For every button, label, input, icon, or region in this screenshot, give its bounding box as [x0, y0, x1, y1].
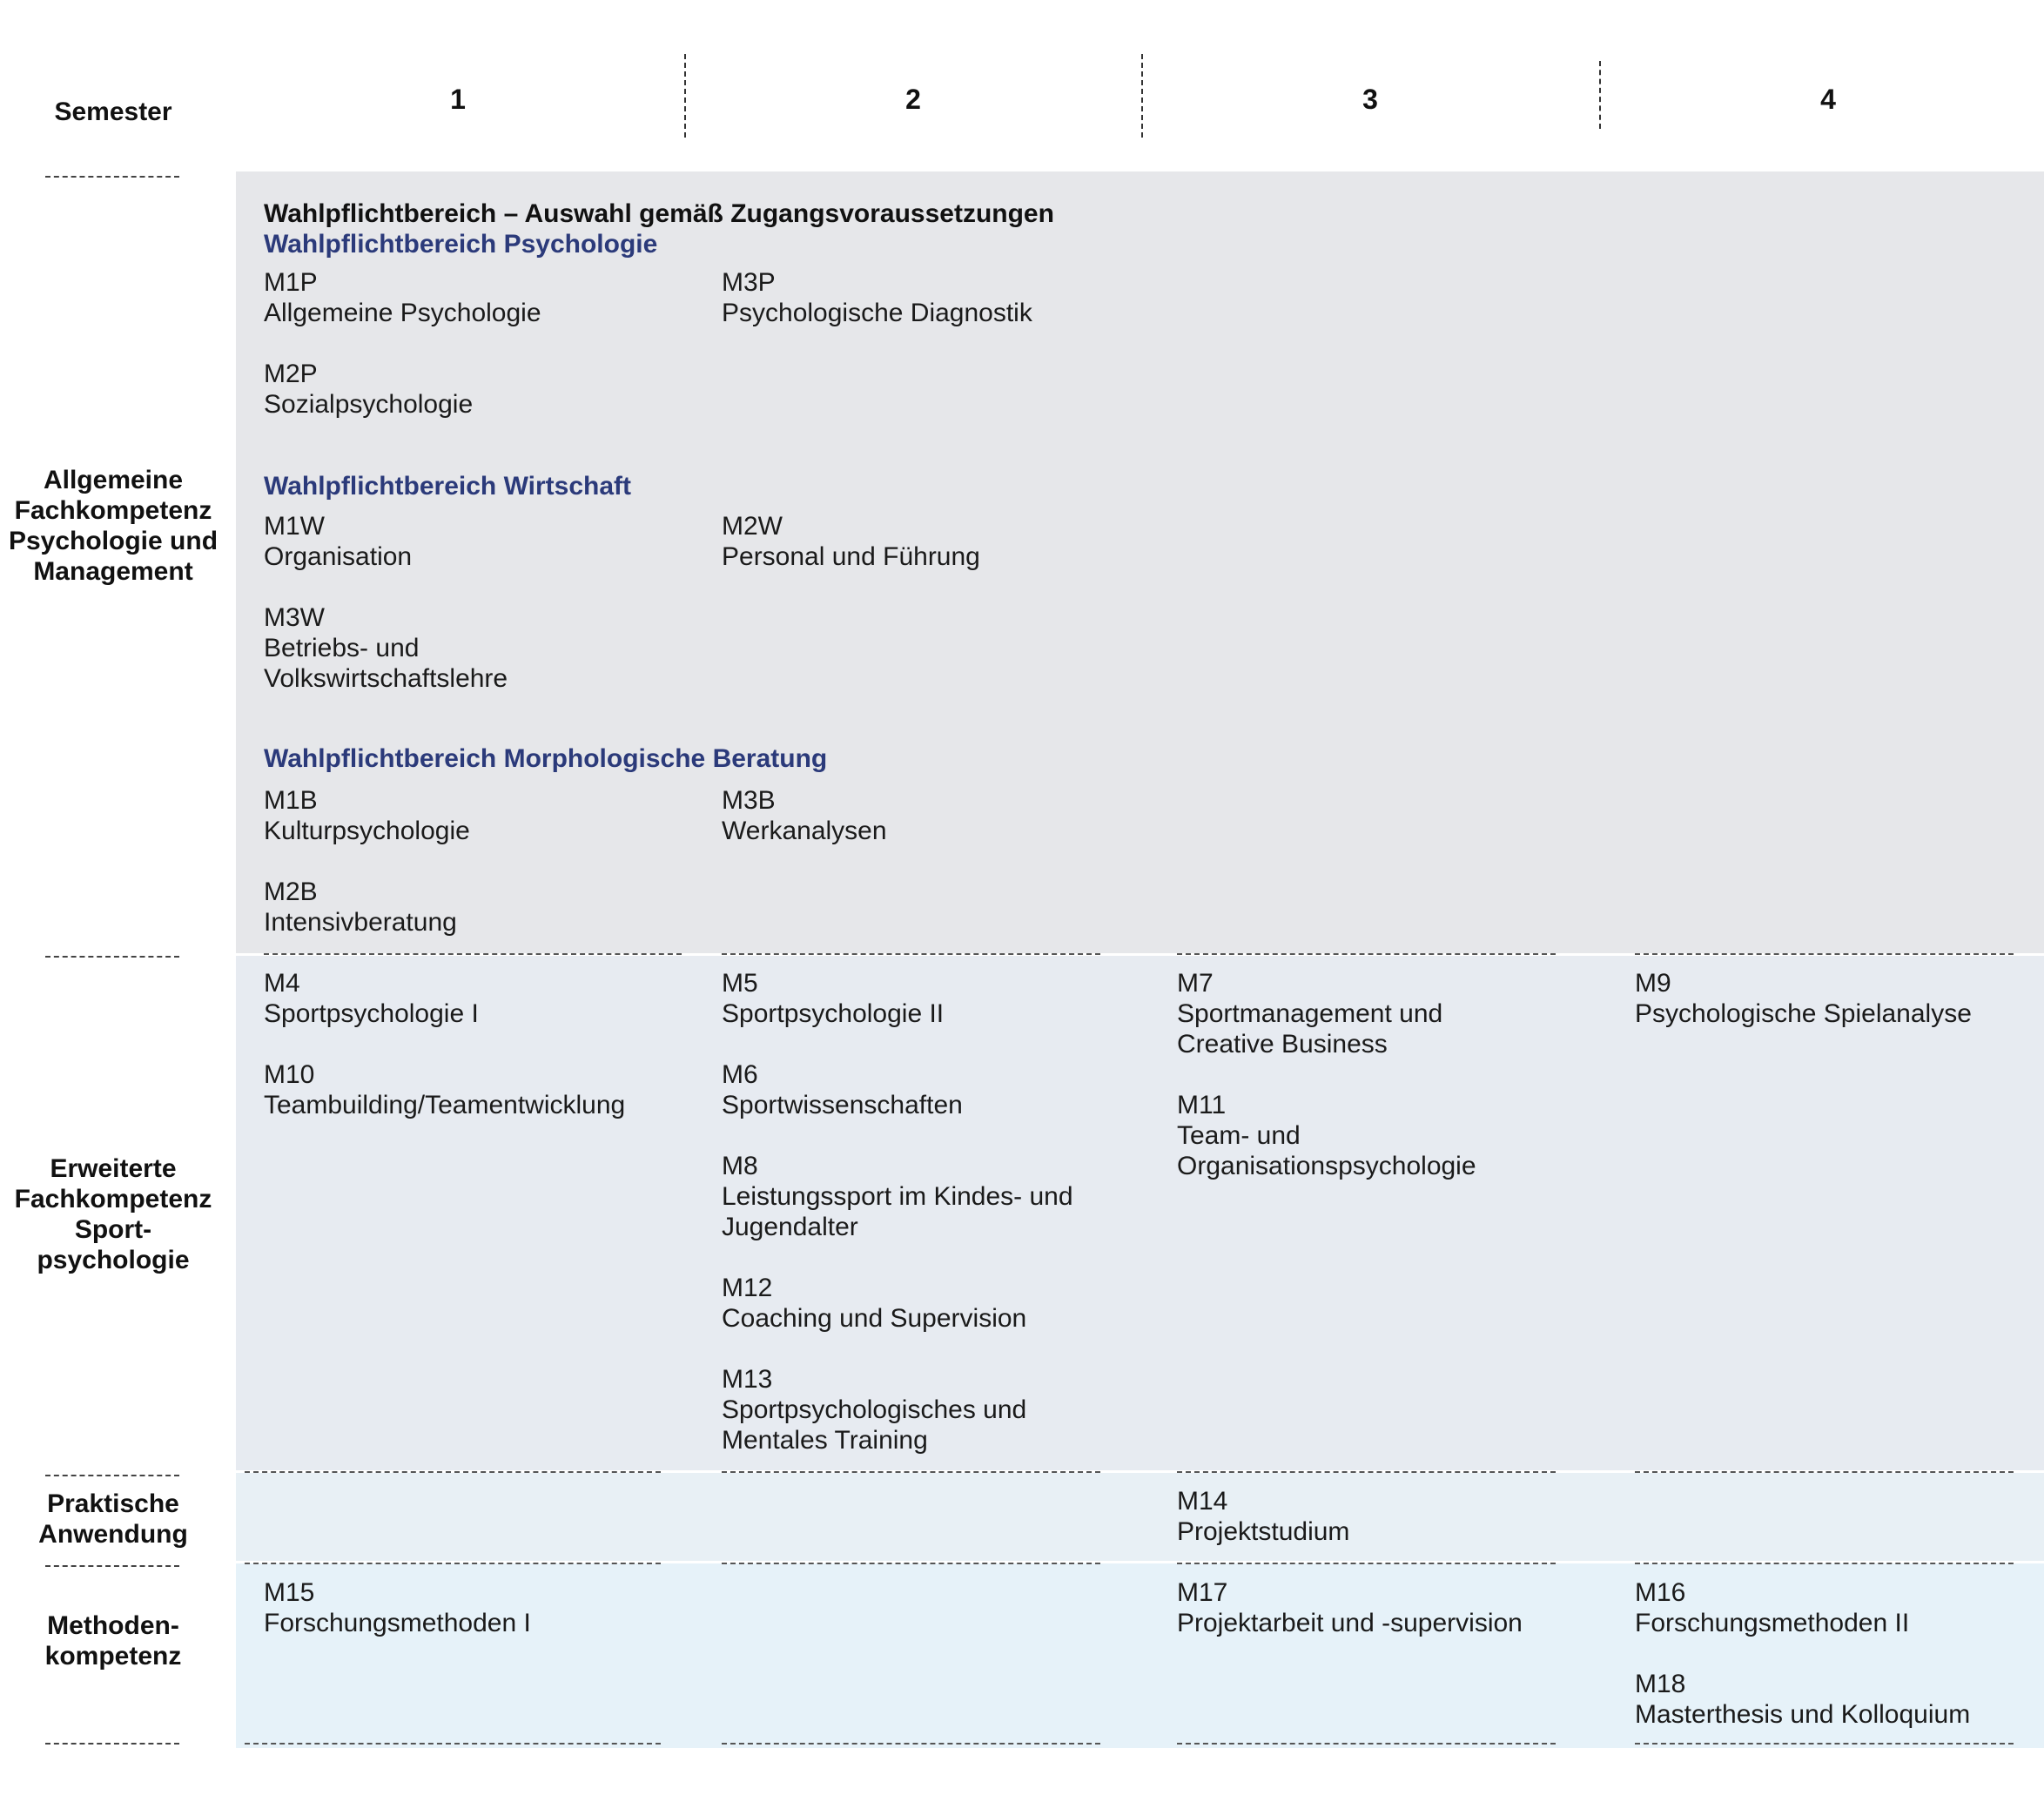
cell-divider [1635, 1743, 2014, 1745]
module-code: M13 [722, 1365, 773, 1394]
module-m7 [1177, 968, 1543, 1059]
module-name: Intensivberatung [264, 908, 457, 937]
sport-competence-block [236, 956, 2044, 1470]
cell-divider [722, 1563, 1100, 1564]
semester-4-header: 4 [1820, 84, 1836, 115]
semester-3-header: 3 [1362, 84, 1378, 115]
module-m1b [264, 785, 470, 846]
cell-divider [245, 1563, 661, 1564]
cell-divider [722, 1471, 1100, 1473]
row-divider [45, 956, 179, 958]
cell-divider [722, 1743, 1100, 1745]
module-name: Sportmanagement und Creative Business [1177, 999, 1443, 1059]
row-divider [45, 1743, 179, 1745]
cell-divider [245, 1471, 661, 1473]
module-name: Psychologische Spielanalyse [1635, 999, 1972, 1028]
module-code: M17 [1177, 1578, 1228, 1607]
module-m13 [722, 1364, 1105, 1455]
module-code: M3B [722, 786, 776, 815]
module-code: M12 [722, 1274, 773, 1302]
row-label-practice-text: Praktische Anwendung [38, 1489, 188, 1549]
module-m1p [264, 267, 541, 328]
module-name: Leistungssport im Kindes- und Jugendalter [722, 1182, 1073, 1241]
module-name: Sozialpsychologie [264, 390, 474, 419]
module-name: Sportwissenschaften [722, 1091, 963, 1119]
module-name: Sportpsychologisches und Mentales Training [722, 1395, 1027, 1455]
cell-divider [1177, 953, 1556, 955]
module-m8 [722, 1151, 1122, 1242]
module-name: Psychologische Diagnostik [722, 299, 1032, 327]
module-code: M14 [1177, 1487, 1228, 1516]
row-divider [45, 176, 179, 178]
module-m16 [1635, 1577, 1909, 1638]
column-divider [1599, 61, 1601, 129]
module-m2p [264, 359, 473, 420]
row-label-methods-text: Methoden-kompetenz [44, 1611, 182, 1671]
module-code: M11 [1177, 1091, 1227, 1119]
semester-2-header: 2 [905, 84, 921, 115]
module-name: Masterthesis und Kolloquium [1635, 1700, 1971, 1729]
module-name: Forschungsmethoden II [1635, 1609, 1910, 1637]
row-label-sport-text: Erweiterte Fachkompetenz Sport-psychologie [14, 1154, 212, 1274]
module-name: Personal und Führung [722, 542, 980, 571]
row-divider [45, 1475, 179, 1476]
cell-divider [1177, 1563, 1556, 1564]
module-m3w [264, 602, 551, 694]
row-label-methods [0, 1610, 226, 1671]
module-code: M1B [264, 786, 318, 815]
module-name: Betriebs- und Volkswirtschaftslehre [264, 634, 508, 693]
module-code: M1W [264, 512, 325, 541]
module-m2b [264, 877, 457, 938]
row-label-sport [0, 1153, 226, 1275]
module-name: Organisation [264, 542, 413, 571]
module-m14 [1177, 1486, 1349, 1547]
module-code: M2B [264, 877, 318, 906]
module-m9 [1635, 968, 1972, 1029]
module-m6 [722, 1059, 963, 1120]
column-divider [684, 54, 686, 138]
semester-1-header: 1 [450, 84, 466, 115]
cell-divider [264, 953, 682, 955]
module-m12 [722, 1273, 1026, 1334]
semester-label: Semester [54, 97, 172, 126]
module-code: M7 [1177, 969, 1214, 998]
row-label-general-text: Allgemeine Fachkompetenz Psychologie und Management [8, 466, 219, 586]
cell-divider [1177, 1471, 1556, 1473]
module-name: Team- und Organisationspsychologie [1177, 1121, 1476, 1180]
cell-divider [1635, 953, 2014, 955]
cell-divider [1635, 1563, 2014, 1564]
general-heading: Wahlpflichtbereich – Auswahl gemäß Zugangsvoraussetzungen [264, 199, 1054, 228]
cell-divider [245, 1743, 661, 1745]
module-code: M6 [722, 1060, 758, 1089]
row-divider [45, 1565, 179, 1567]
module-m17 [1177, 1577, 1523, 1638]
row-label-general [0, 465, 226, 587]
module-code: M9 [1635, 969, 1671, 998]
column-divider [1141, 54, 1143, 138]
module-code: M2W [722, 512, 783, 541]
module-code: M4 [264, 969, 300, 998]
module-m4 [264, 968, 479, 1029]
module-m18 [1635, 1669, 1970, 1730]
row-label-practice [0, 1489, 226, 1550]
module-m10 [264, 1059, 625, 1120]
module-name: Sportpsychologie II [722, 999, 945, 1028]
cell-divider [1635, 1471, 2014, 1473]
module-code: M15 [264, 1578, 315, 1607]
module-code: M1P [264, 268, 318, 297]
wirtschaft-subheading: Wahlpflichtbereich Wirtschaft [264, 472, 631, 501]
module-code: M10 [264, 1060, 315, 1089]
module-code: M3P [722, 268, 776, 297]
module-name: Projektstudium [1177, 1517, 1350, 1546]
cell-divider [722, 953, 1100, 955]
module-name: Coaching und Supervision [722, 1304, 1027, 1333]
module-m5 [722, 968, 944, 1029]
beratung-subheading: Wahlpflichtbereich Morphologische Beratung [264, 744, 828, 773]
psychologie-subheading: Wahlpflichtbereich Psychologie [264, 230, 658, 259]
module-code: M16 [1635, 1578, 1686, 1607]
module-code: M8 [722, 1152, 758, 1180]
module-m2w [722, 511, 980, 572]
module-name: Werkanalysen [722, 817, 887, 845]
module-name: Kulturpsychologie [264, 817, 470, 845]
module-name: Teambuilding/Teamentwicklung [264, 1091, 626, 1119]
module-m3b [722, 785, 887, 846]
module-code: M3W [264, 603, 325, 632]
practice-block [236, 1473, 2044, 1561]
module-code: M18 [1635, 1670, 1686, 1698]
module-m11 [1177, 1090, 1543, 1181]
module-name: Forschungsmethoden I [264, 1609, 531, 1637]
module-name: Projektarbeit und -supervision [1177, 1609, 1523, 1637]
module-code: M5 [722, 969, 758, 998]
module-m15 [264, 1577, 531, 1638]
module-code: M2P [264, 360, 318, 388]
cell-divider [1177, 1743, 1556, 1745]
module-m1w [264, 511, 412, 572]
module-name: Sportpsychologie I [264, 999, 479, 1028]
module-m3p [722, 267, 1032, 328]
module-name: Allgemeine Psychologie [264, 299, 541, 327]
